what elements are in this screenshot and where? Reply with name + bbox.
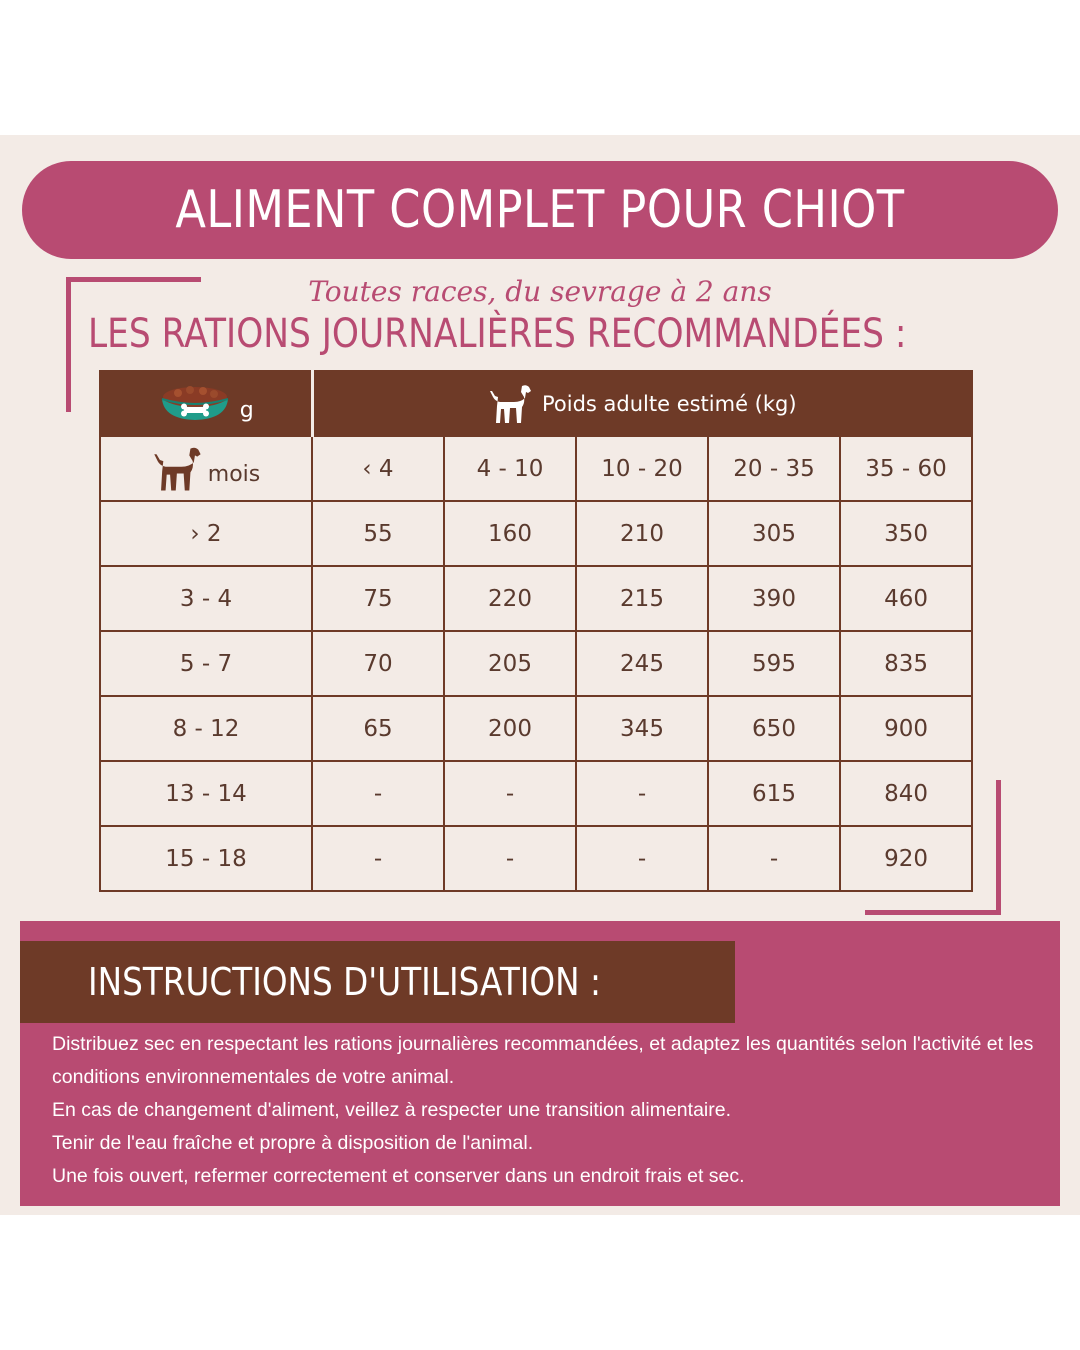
ration-cell: 615 [708, 761, 840, 826]
ration-cell: 900 [840, 696, 972, 761]
weight-col-header: 4 - 10 [444, 436, 576, 501]
frame-corner-bottom-right-vertical [996, 780, 1001, 915]
grams-header-cell [100, 371, 312, 436]
table-row [100, 826, 972, 891]
title-banner [22, 161, 1058, 259]
table-header-row [100, 371, 972, 436]
table-row [100, 761, 972, 826]
age-unit-label: mois [207, 461, 261, 487]
age-cell: 13 - 14 [100, 761, 312, 826]
table-row [100, 696, 972, 761]
ration-cell: 205 [444, 631, 576, 696]
ration-cell: - [312, 761, 444, 826]
ration-cell: - [444, 761, 576, 826]
ration-cell: 350 [840, 501, 972, 566]
ration-cell: 160 [444, 501, 576, 566]
ration-cell: 65 [312, 696, 444, 761]
ration-cell: 305 [708, 501, 840, 566]
ration-cell: - [708, 826, 840, 891]
ration-table [99, 370, 973, 892]
ration-cell: 220 [444, 566, 576, 631]
age-header-cell [100, 436, 312, 501]
age-cell: 8 - 12 [100, 696, 312, 761]
ration-cell: - [312, 826, 444, 891]
weight-header-label: Poids adulte estimé (kg) [541, 391, 797, 416]
page-title: ALIMENT COMPLET POUR CHIOT [175, 180, 905, 240]
weight-col-header: ‹ 4 [312, 436, 444, 501]
ration-cell: - [444, 826, 576, 891]
ration-cell: 460 [840, 566, 972, 631]
age-cell: 15 - 18 [100, 826, 312, 891]
ration-cell: - [576, 826, 708, 891]
age-cell: 5 - 7 [100, 631, 312, 696]
ration-cell: 595 [708, 631, 840, 696]
age-cell: 3 - 4 [100, 566, 312, 631]
section-title: LES RATIONS JOURNALIÈRES RECOMMANDÉES : [88, 311, 907, 357]
ration-cell: 245 [576, 631, 708, 696]
content-panel [0, 135, 1080, 1215]
instruction-line: Une fois ouvert, refermer correctement et conserver dans un endroit frais et sec. [52, 1165, 745, 1187]
ration-cell: 840 [840, 761, 972, 826]
ration-cell: 390 [708, 566, 840, 631]
dog-icon [488, 383, 534, 425]
ration-cell: 210 [576, 501, 708, 566]
instruction-line: Tenir de l'eau fraîche et propre à disposition de l'animal. [52, 1132, 534, 1154]
subtitle: Toutes races, du sevrage à 2 ans [308, 275, 772, 308]
table-row [100, 631, 972, 696]
grams-unit-label: g [239, 397, 254, 423]
ration-cell: - [576, 761, 708, 826]
ration-cell: 200 [444, 696, 576, 761]
weight-col-header: 10 - 20 [576, 436, 708, 501]
dog-icon [152, 445, 204, 493]
ration-cell: 75 [312, 566, 444, 631]
table-row [100, 566, 972, 631]
ration-cell: 835 [840, 631, 972, 696]
food-bowl-icon [158, 385, 232, 423]
instructions-title: INSTRUCTIONS D'UTILISATION : [88, 960, 601, 1004]
age-cell: › 2 [100, 501, 312, 566]
instructions-text [52, 1028, 1042, 1193]
instructions-title-band [20, 941, 735, 1023]
table-row [100, 501, 972, 566]
instruction-line: En cas de changement d'aliment, veillez à respecter une transition alimentaire. [52, 1099, 732, 1121]
ration-cell: 920 [840, 826, 972, 891]
weight-header-cell [312, 371, 972, 436]
frame-corner-bottom-right [865, 910, 1001, 915]
ration-cell: 70 [312, 631, 444, 696]
table-column-header-row [100, 436, 972, 501]
instruction-line: Distribuez sec en respectant les rations journalières recommandées, et adaptez les quantités selon l'activité et les conditions environnementales de votre animal. [52, 1033, 1034, 1088]
ration-cell: 345 [576, 696, 708, 761]
weight-col-header: 20 - 35 [708, 436, 840, 501]
ration-cell: 55 [312, 501, 444, 566]
ration-cell: 215 [576, 566, 708, 631]
weight-col-header: 35 - 60 [840, 436, 972, 501]
ration-cell: 650 [708, 696, 840, 761]
